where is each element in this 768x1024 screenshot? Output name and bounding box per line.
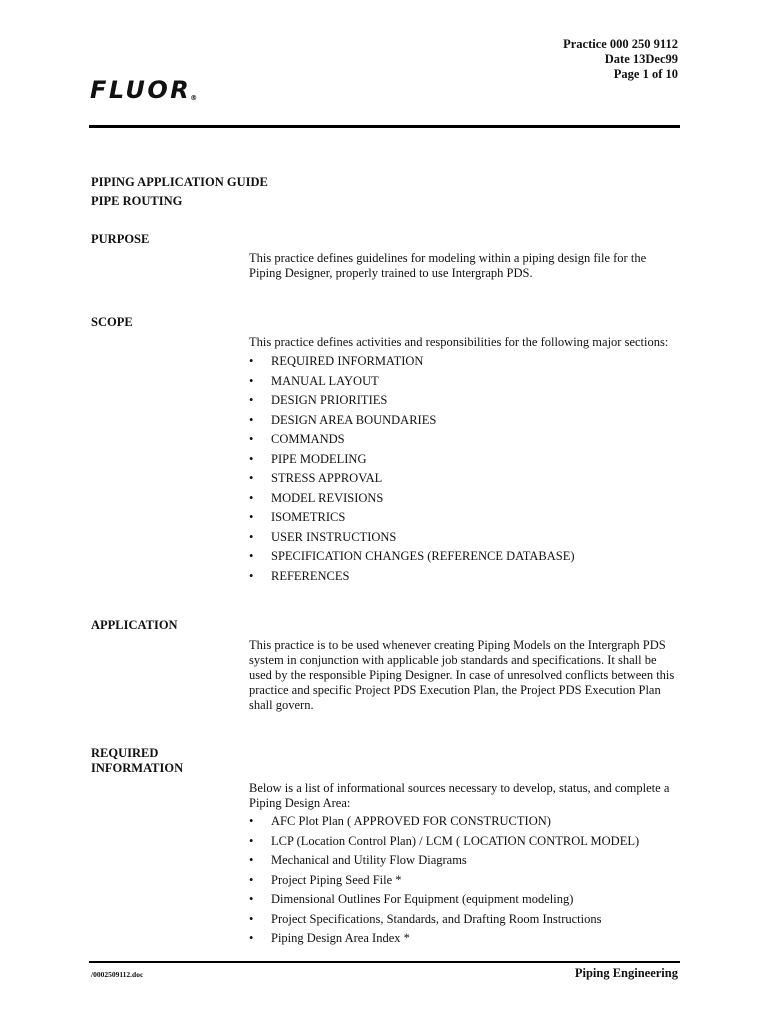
list-item: • MODEL REVISIONS <box>249 489 575 509</box>
heading-line: INFORMATION <box>91 761 184 775</box>
registered-mark: ® <box>190 94 198 102</box>
purpose-text: This practice defines guidelines for modeling within a piping design file for the Piping Designer, properly trained to use Intergraph PDS. <box>249 251 647 280</box>
application-text: This practice is to be used whenever creating Piping Models on the Intergraph PDS system in conjunction with applicable job standards and specifications. It shall be used by the responsible Piping Designer. In case of unresolved conflicts between this practice and specific Project PDS Execution Plan, the Project PDS Execution Plan shall govern. <box>249 638 675 712</box>
header-rule <box>89 125 680 128</box>
list-item: • SPECIFICATION CHANGES (REFERENCE DATABASE) <box>249 547 575 567</box>
list-item: • Project Piping Seed File * <box>249 871 639 891</box>
footer-rule <box>89 961 680 963</box>
document-date: Date 13Dec99 <box>604 52 678 66</box>
list-item: • PIPE MODELING <box>249 450 575 470</box>
list-item: • REQUIRED INFORMATION <box>249 352 575 372</box>
page-number: Page 1 of 10 <box>613 67 678 81</box>
required-information-intro: Below is a list of informational sources necessary to develop, status, and complete a Piping Design Area: <box>249 781 670 810</box>
list-item: • DESIGN PRIORITIES <box>249 391 575 411</box>
list-item: • REFERENCES <box>249 567 575 587</box>
required-information-heading <box>91 746 221 776</box>
list-item: • AFC Plot Plan ( APPROVED FOR CONSTRUCTION) <box>249 812 639 832</box>
purpose-heading: PURPOSE <box>91 232 150 246</box>
list-item: • Project Specifications, Standards, and Drafting Room Instructions <box>249 910 639 930</box>
list-item: • COMMANDS <box>249 430 575 450</box>
list-item: • ISOMETRICS <box>249 508 575 528</box>
scope-heading: SCOPE <box>91 315 133 329</box>
scope-list <box>249 352 575 586</box>
scope-intro: This practice defines activities and responsibilities for the following major sections: <box>249 335 669 349</box>
footer-filename: /0002509112.doc <box>91 970 144 979</box>
list-item: • Mechanical and Utility Flow Diagrams <box>249 851 639 871</box>
list-item: • MANUAL LAYOUT <box>249 372 575 392</box>
list-item: • Dimensional Outlines For Equipment (equipment modeling) <box>249 890 639 910</box>
required-information-list <box>249 812 639 949</box>
practice-number: Practice 000 250 9112 <box>563 37 678 51</box>
document-subtitle: PIPE ROUTING <box>91 194 183 208</box>
logo-text: FLUOR <box>90 76 192 104</box>
application-heading: APPLICATION <box>91 618 178 632</box>
list-item: • STRESS APPROVAL <box>249 469 575 489</box>
document-info <box>563 37 678 82</box>
heading-line: REQUIRED <box>91 746 159 760</box>
list-item: • DESIGN AREA BOUNDARIES <box>249 411 575 431</box>
footer-department: Piping Engineering <box>574 966 678 980</box>
document-title: PIPING APPLICATION GUIDE <box>91 175 268 189</box>
list-item: • USER INSTRUCTIONS <box>249 528 575 548</box>
list-item: • Piping Design Area Index * <box>249 929 639 949</box>
fluor-logo <box>90 76 197 104</box>
list-item: • LCP (Location Control Plan) / LCM ( LOCATION CONTROL MODEL) <box>249 832 639 852</box>
